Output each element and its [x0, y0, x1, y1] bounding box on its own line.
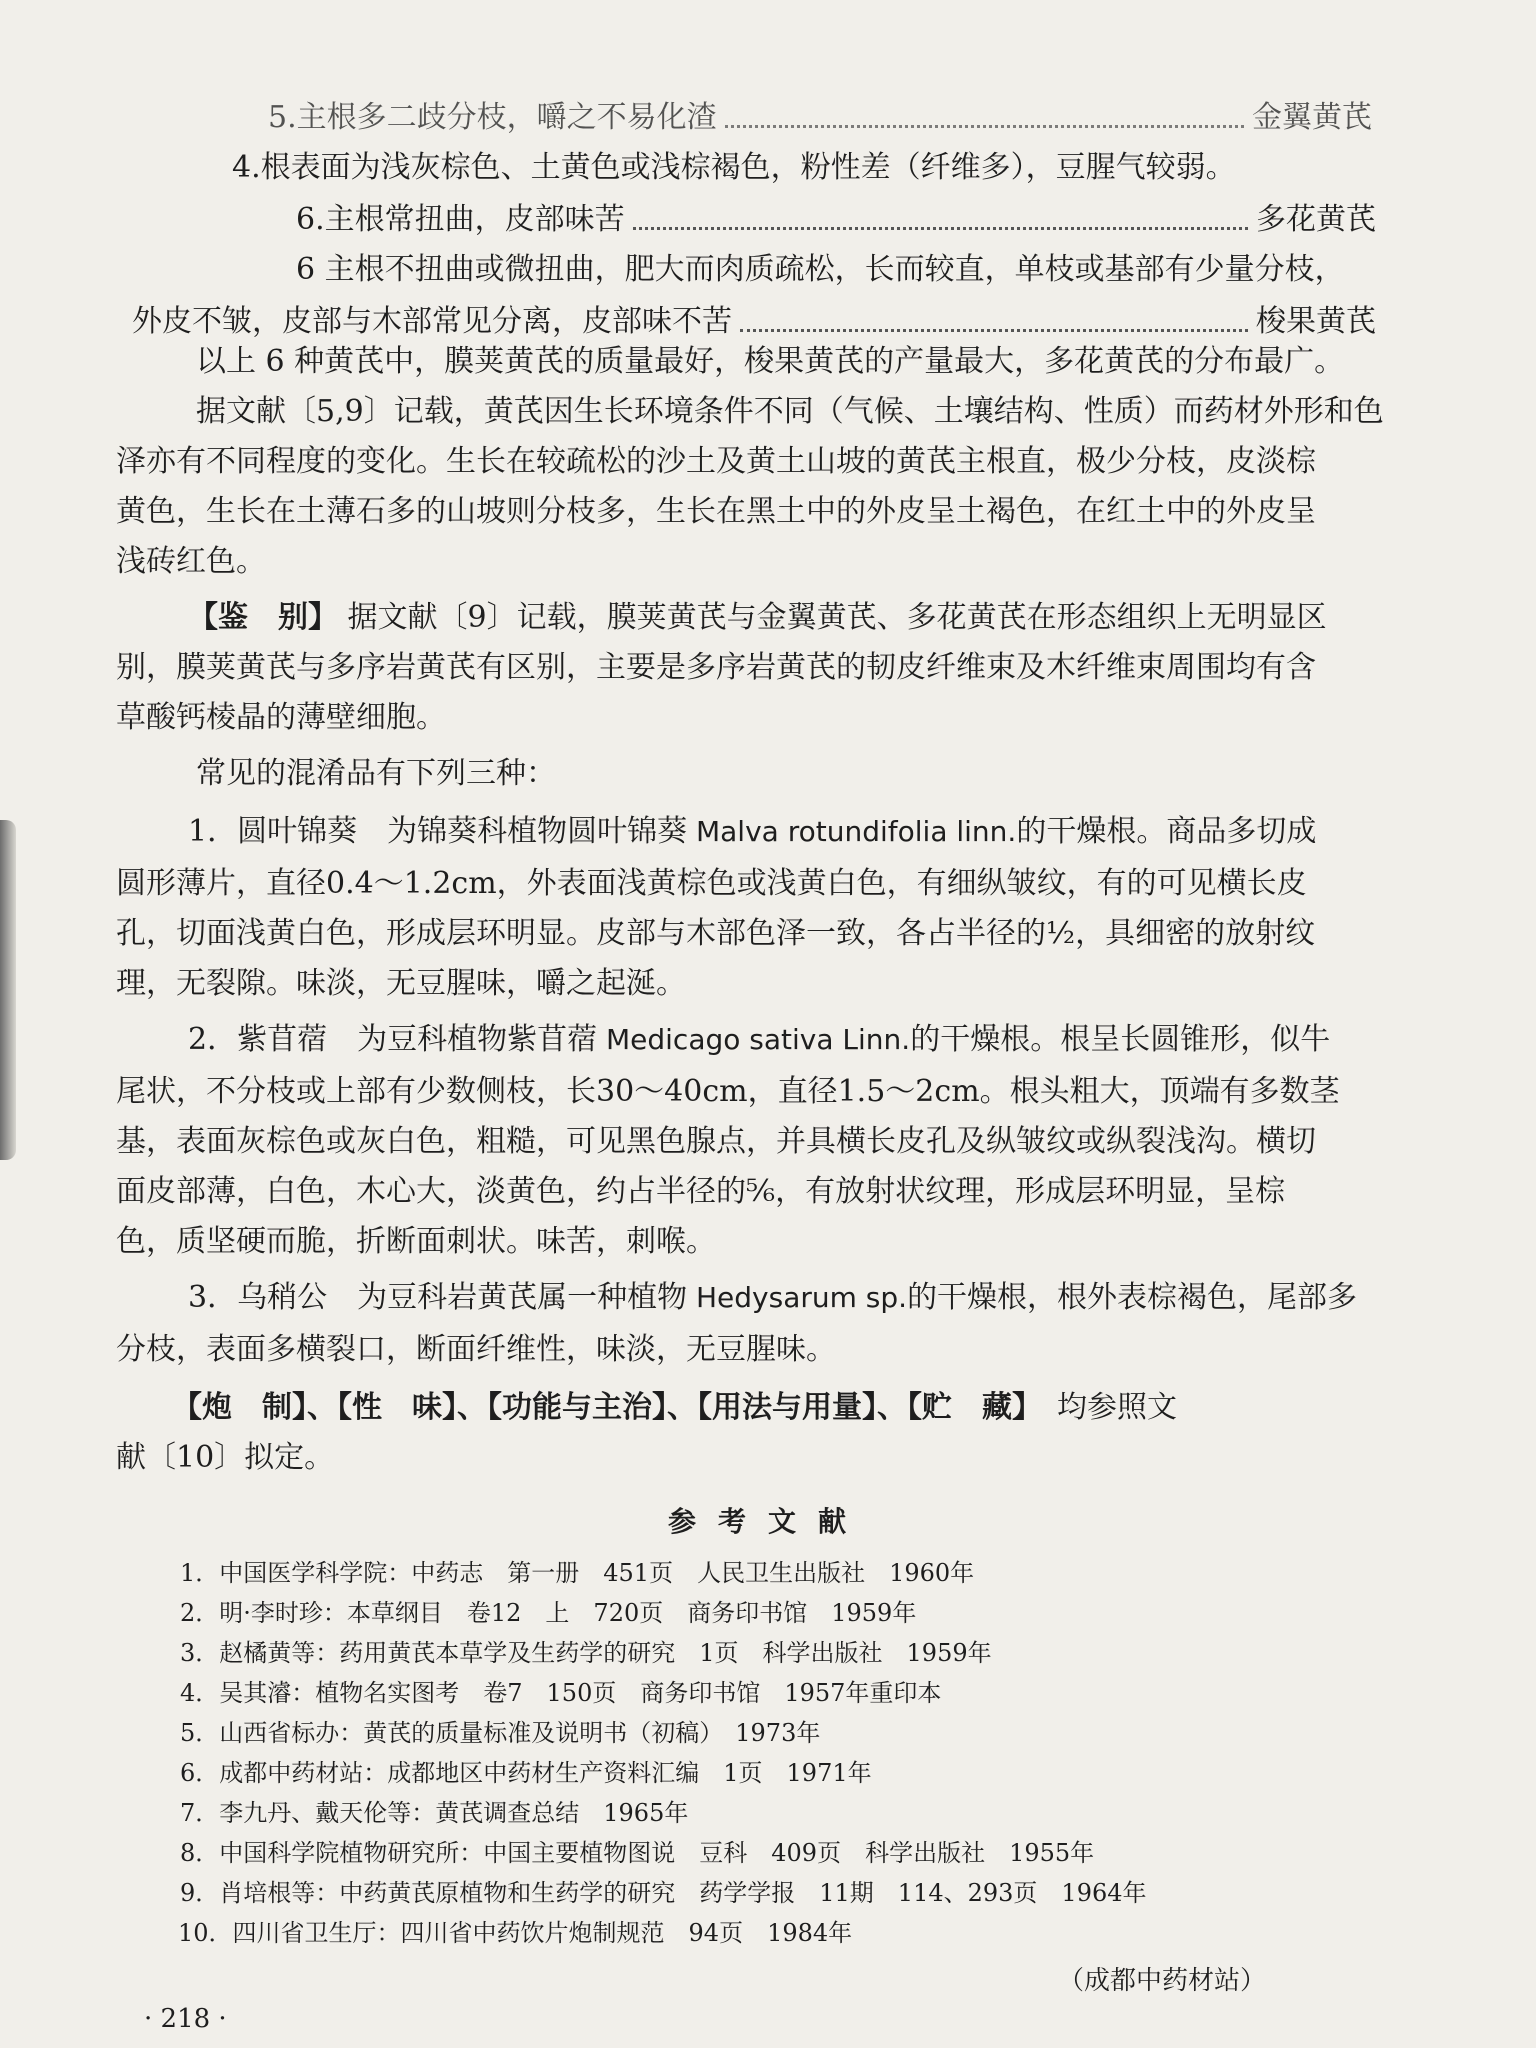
item1-line-4: 理，无裂隙。味淡，无豆腥味，嚼之起涎。 — [116, 966, 686, 1001]
reference-item-9: 9．肖培根等：中药黄芪原植物和生药学的研究 药学学报 11期 114、293页 1964年 — [180, 1879, 1147, 1907]
item3-after: 的干燥根，根外表棕褐色，尾部多 — [907, 1280, 1358, 1315]
key-line-5 — [268, 98, 1372, 138]
item2-rest: 为豆科植物紫苜蓿 — [327, 1022, 598, 1057]
key-text: 5.主根多二歧分枝，嚼之不易化渣 — [268, 100, 717, 135]
item1-head: 1．圆叶锦葵 — [188, 814, 358, 849]
key-result: 多花黄芪 — [1256, 202, 1376, 237]
page-number: · 218 · — [144, 2004, 227, 2034]
item1-after: 的干燥根。商品多切成 — [1016, 814, 1317, 849]
para1-line-2: 泽亦有不同程度的变化。生长在较疏松的沙土及黄土山坡的黄芪主根直，极少分枝，皮淡棕 — [116, 444, 1316, 479]
item1-rest: 为锦葵科植物圆叶锦葵 — [357, 814, 688, 849]
para1-line-3: 黄色，生长在土薄石多的山坡则分枝多，生长在黑土中的外皮呈土褐色，在红土中的外皮呈 — [116, 494, 1316, 529]
reference-item-1: 1．中国医学科学院：中药志 第一册 451页 人民卫生出版社 1960年 — [180, 1559, 975, 1587]
key-line-6 — [296, 200, 1376, 240]
key-line-6b: 6 主根不扭曲或微扭曲，肥大而肉质疏松，长而较直，单枝或基部有少量分枝， — [296, 252, 1345, 287]
item3-line-1 — [188, 1278, 1357, 1318]
processing-rest: 均参照文 — [1027, 1390, 1177, 1425]
item1-line-3: 孔，切面浅黄白色，形成层环明显。皮部与木部色泽一致，各占半径的½，具细密的放射纹 — [116, 916, 1316, 951]
item2-line-4: 面皮部薄，白色，木心大，淡黄色，约占半径的⅚，有放射状纹理，形成层环明显，呈棕 — [116, 1174, 1286, 1209]
binding-edge — [0, 820, 16, 1160]
dot-leader — [740, 329, 1248, 332]
dot-leader — [633, 227, 1248, 230]
dot-leader — [725, 125, 1244, 128]
item3-head: 3．乌稍公 — [188, 1280, 328, 1315]
item2-line-2: 尾状，不分枝或上部有少数侧枝，长30～40cm，直径1.5～2cm。根头粗大，顶端有多数茎 — [116, 1074, 1340, 1109]
item2-line-3: 基，表面灰棕色或灰白色，粗糙，可见黑色腺点，并具横长皮孔及纵皱纹或纵裂浅沟。横切 — [116, 1124, 1316, 1159]
key-line-4: 4.根表面为浅灰棕色、土黄色或浅棕褐色，粉性差（纤维多），豆腥气较弱。 — [232, 150, 1236, 185]
section-label-identification: 【鉴 别】 — [188, 600, 338, 635]
source-note: （成都中药材站） — [1057, 1966, 1266, 1996]
identification-text: 据文献〔9〕记载，膜荚黄芪与金翼黄芪、多花黄芪在形态组织上无明显区 — [347, 600, 1327, 635]
key-result: 金翼黄芪 — [1252, 100, 1372, 135]
identification-line-2: 别，膜荚黄芪与多序岩黄芪有区别，主要是多序岩黄芪的韧皮纤维束及木纤维束周围均有含 — [116, 650, 1316, 685]
key-line-6b-cont — [132, 302, 1376, 342]
reference-item-10: 10．四川省卫生厅：四川省中药饮片炮制规范 94页 1984年 — [178, 1919, 853, 1947]
key-text: 6.主根常扭曲，皮部味苦 — [296, 202, 625, 237]
item1-line-1 — [188, 812, 1316, 852]
item2-head: 2．紫苜蓿 — [188, 1022, 328, 1057]
identification-line-3: 草酸钙棱晶的薄壁细胞。 — [116, 700, 446, 735]
summary-line: 以上 6 种黄芪中，膜荚黄芪的质量最好，梭果黄芪的产量最大，多花黄芪的分布最广。 — [196, 344, 1345, 379]
reference-item-5: 5．山西省标办：黄芪的质量标准及说明书（初稿） 1973年 — [180, 1719, 821, 1747]
references-heading: 参考文献 — [667, 1505, 868, 1538]
identification-line-1 — [188, 598, 1327, 638]
reference-item-6: 6．成都中药材站：成都地区中药材生产资料汇编 1页 1971年 — [180, 1759, 872, 1787]
item3-line-2: 分枝，表面多横裂口，断面纤维性，味淡，无豆腥味。 — [116, 1332, 836, 1367]
reference-item-7: 7．李九丹、戴天伦等：黄芪调查总结 1965年 — [180, 1799, 689, 1827]
item3-latin: Hedysarum sp. — [687, 1281, 908, 1314]
processing-line-1 — [172, 1388, 1177, 1428]
confusion-intro: 常见的混淆品有下列三种： — [196, 756, 556, 791]
key-result: 梭果黄芪 — [1256, 304, 1376, 339]
key-text: 外皮不皱，皮部与木部常见分离，皮部味不苦 — [132, 304, 732, 339]
reference-item-2: 2．明·李时珍：本草纲目 卷12 上 720页 商务印书馆 1959年 — [180, 1599, 917, 1627]
reference-item-8: 8．中国科学院植物研究所：中国主要植物图说 豆科 409页 科学出版社 1955年 — [180, 1839, 1095, 1867]
section-labels: 【炮 制】、【性 味】、【功能与主治】、【用法与用量】、【贮 藏】 — [172, 1390, 1027, 1425]
item2-after: 的干燥根。根呈长圆锥形，似牛 — [910, 1022, 1331, 1057]
item2-line-5: 色，质坚硬而脆，折断面刺状。味苦，刺喉。 — [116, 1224, 716, 1259]
item2-line-1 — [188, 1020, 1330, 1060]
item1-line-2: 圆形薄片，直径0.4～1.2cm，外表面浅黄棕色或浅黄白色，有细纵皱纹，有的可见横长皮 — [116, 866, 1307, 901]
item1-latin: Malva rotundifolia linn. — [687, 815, 1017, 848]
item3-rest: 为豆科岩黄芪属一种植物 — [327, 1280, 688, 1315]
reference-item-3: 3．赵橘黄等：药用黄芪本草学及生药学的研究 1页 科学出版社 1959年 — [180, 1639, 992, 1667]
item2-latin: Medicago sativa Linn. — [597, 1023, 911, 1056]
para1-line-4: 浅砖红色。 — [116, 544, 266, 579]
processing-line-2: 献〔10〕拟定。 — [116, 1440, 335, 1475]
para1-line-1: 据文献〔5,9〕记载，黄芪因生长环境条件不同（气候、土壤结构、性质）而药材外形和色 — [196, 394, 1384, 429]
reference-item-4: 4．吴其濬：植物名实图考 卷7 150页 商务印书馆 1957年重印本 — [180, 1679, 942, 1707]
